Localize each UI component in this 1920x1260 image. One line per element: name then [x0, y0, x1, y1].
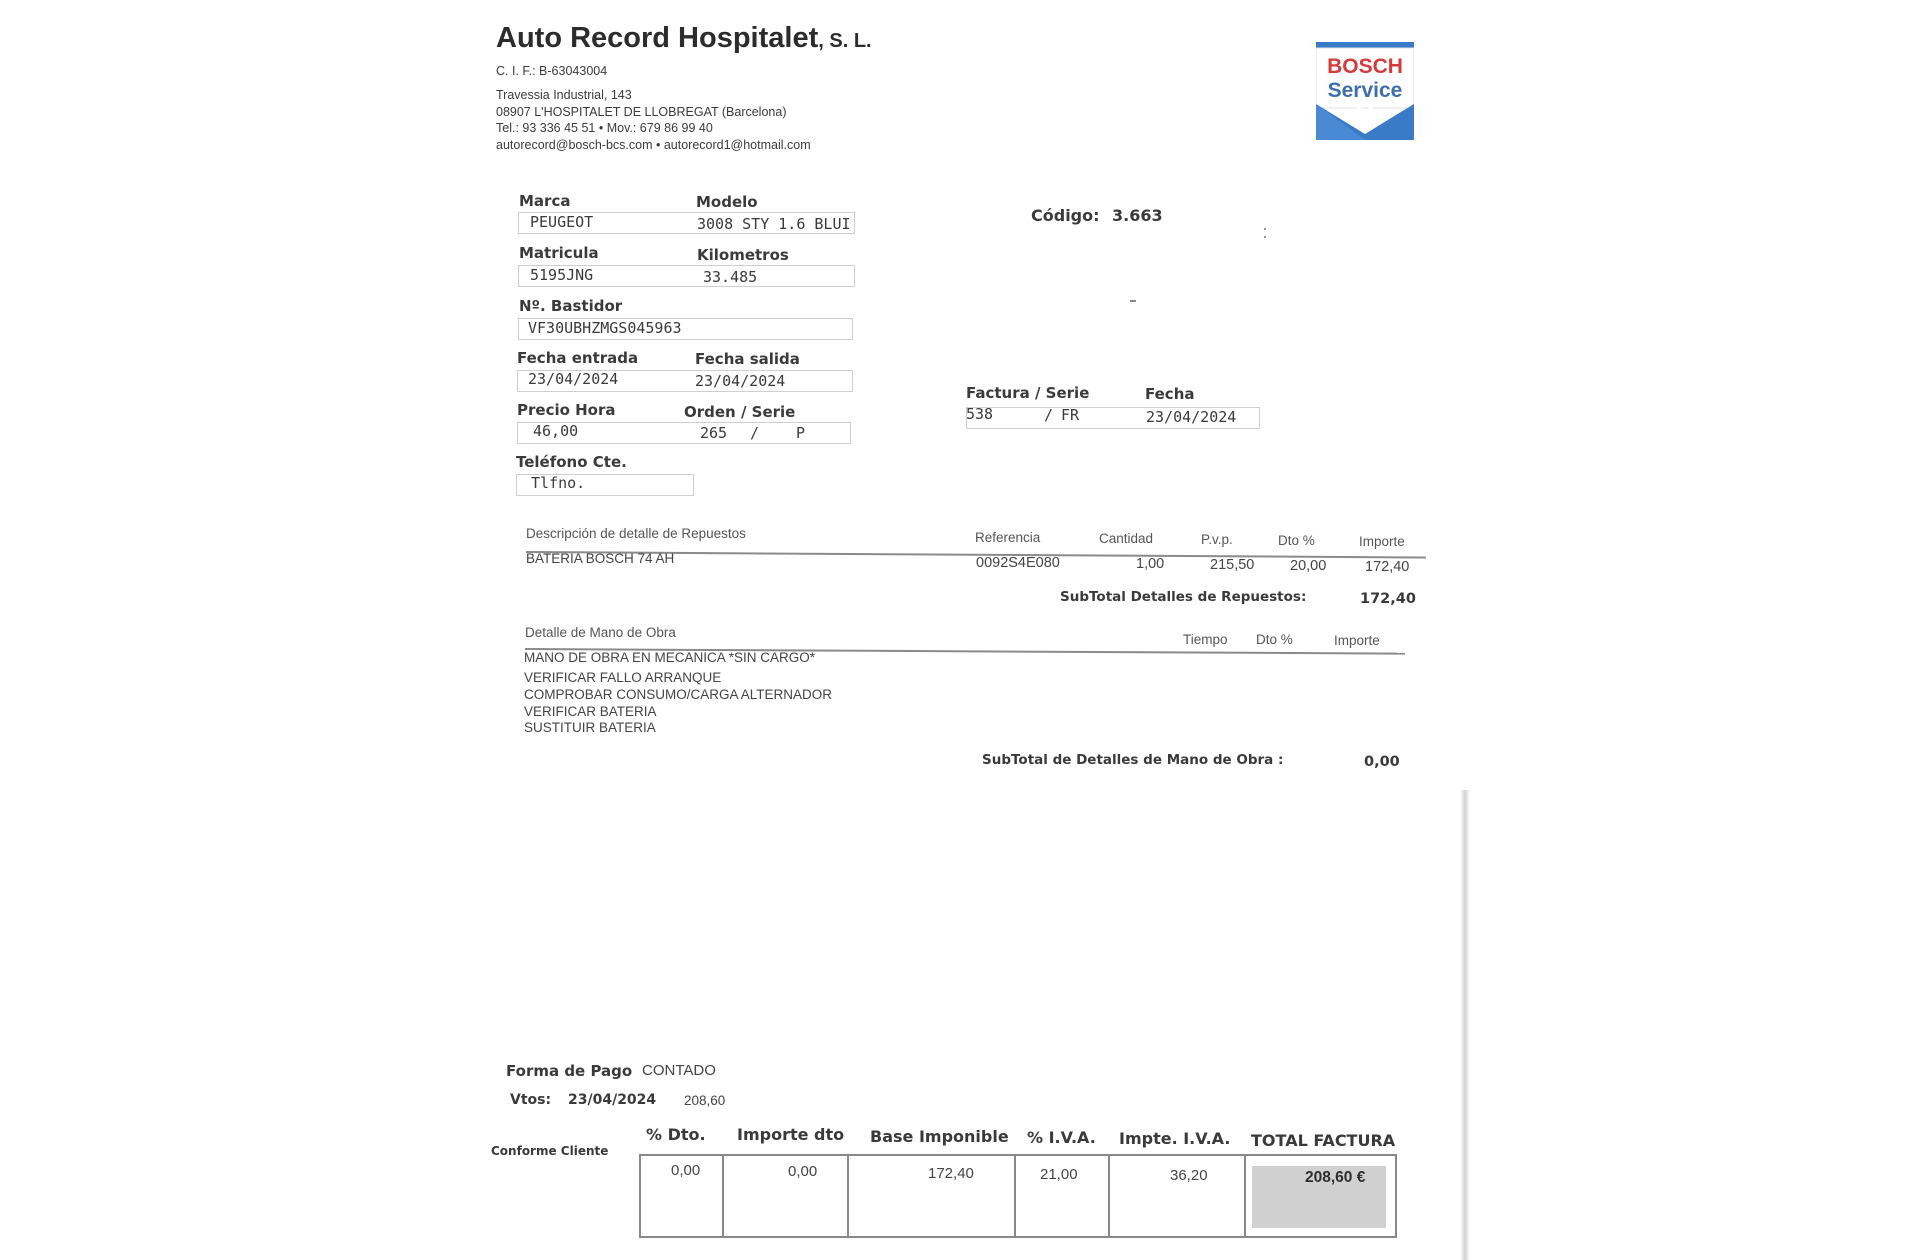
factura-fecha: 23/04/2024 — [1146, 408, 1237, 426]
parts-row-dto: 20,00 — [1290, 558, 1327, 574]
company-name-text: Auto Record Hospitalet — [496, 22, 819, 54]
totals-iva-pct: 21,00 — [1040, 1166, 1078, 1183]
labor-header-tiempo: Tiempo — [1183, 632, 1228, 647]
serie-value: P — [796, 424, 806, 442]
parts-row-referencia: 0092S4E080 — [976, 555, 1060, 571]
labor-line: VERIFICAR FALLO ARRANQUE — [524, 670, 722, 685]
company-address-line2: 08907 L'HOSPITALET DE LLOBREGAT (Barcelona) — [496, 105, 787, 119]
precio-hora-value: 46,00 — [533, 422, 579, 440]
labor-header-dto: Dto % — [1256, 632, 1293, 647]
forma-pago-value: CONTADO — [642, 1062, 716, 1079]
totals-impte-iva: 36,20 — [1170, 1167, 1208, 1184]
speck — [1264, 236, 1266, 238]
parts-row-importe: 172,40 — [1365, 559, 1410, 575]
parts-header-cantidad: Cantidad — [1099, 531, 1154, 546]
totals-header-iva-pct: % I.V.A. — [1027, 1128, 1096, 1147]
company-name — [496, 22, 872, 55]
kilometros-label: Kilometros — [697, 246, 789, 264]
company-address-line1: Travessia Industrial, 143 — [496, 88, 632, 102]
totals-header-total: TOTAL FACTURA — [1251, 1131, 1396, 1150]
totals-divider — [1244, 1154, 1246, 1238]
telefono-label: Teléfono Cte. — [516, 453, 627, 471]
factura-serie: FR — [1061, 406, 1080, 424]
fecha-salida-value: 23/04/2024 — [695, 372, 786, 390]
company-emails: autorecord@bosch-bcs.com • autorecord1@hotmail.com — [496, 138, 811, 152]
labor-line: MANO DE OBRA EN MECANICA *SIN CARGO* — [524, 650, 816, 665]
bastidor-label: Nº. Bastidor — [519, 297, 623, 315]
parts-row-cantidad: 1,00 — [1136, 556, 1165, 572]
marca-value: PEUGEOT — [530, 213, 594, 231]
parts-header-dto: Dto % — [1278, 533, 1315, 548]
totals-header-base: Base Imponible — [870, 1127, 1009, 1146]
vtos-fecha: 23/04/2024 — [568, 1092, 657, 1108]
totals-divider — [722, 1154, 724, 1238]
company-cif: C. I. F.: B-63043004 — [496, 64, 608, 78]
orden-value: 265 — [700, 424, 728, 442]
totals-total-factura: 208,60 € — [1305, 1169, 1366, 1186]
speck — [1264, 228, 1266, 230]
totals-header-dto-pct: % Dto. — [646, 1125, 706, 1144]
telefono-value: Tlfno. — [531, 474, 586, 492]
totals-divider — [1014, 1154, 1016, 1238]
company-phones: Tel.: 93 336 45 51 • Mov.: 679 86 99 40 — [496, 121, 713, 135]
parts-header-importe: Importe — [1359, 534, 1405, 549]
page-edge-shadow — [1460, 790, 1470, 1260]
labor-line: SUSTITUIR BATERIA — [524, 720, 656, 735]
totals-divider — [1108, 1154, 1110, 1238]
orden-serie-label: Orden / Serie — [684, 403, 796, 421]
matricula-value: 5195JNG — [530, 266, 594, 284]
parts-row-pvp: 215,50 — [1210, 557, 1255, 573]
factura-separator: / — [1044, 406, 1054, 424]
codigo-label: Código: — [1031, 206, 1100, 225]
fecha-salida-label: Fecha salida — [695, 350, 800, 368]
totals-header-impte-iva: Impte. I.V.A. — [1119, 1129, 1231, 1148]
totals-importe-dto: 0,00 — [788, 1163, 818, 1180]
vtos-label: Vtos: — [510, 1092, 552, 1108]
bosch-armature-icon — [1355, 106, 1375, 126]
labor-subtotal-label: SubTotal de Detalles de Mano de Obra : — [982, 752, 1284, 768]
fecha-entrada-label: Fecha entrada — [517, 349, 639, 367]
marca-label: Marca — [519, 192, 571, 210]
bastidor-value: VF30UBHZMGS045963 — [528, 319, 682, 337]
modelo-value: 3008 STY 1.6 BLUI — [697, 215, 851, 233]
parts-header-pvp: P.v.p. — [1201, 532, 1233, 547]
labor-header-importe: Importe — [1334, 633, 1380, 648]
kilometros-value: 33.485 — [703, 268, 758, 286]
fecha-entrada-value: 23/04/2024 — [528, 370, 619, 388]
totals-base-imponible: 172,40 — [928, 1165, 974, 1182]
company-suffix: , S. L. — [818, 30, 872, 52]
logo-service-text: Service — [1327, 79, 1403, 102]
labor-header-detalle: Detalle de Mano de Obra — [525, 625, 676, 640]
fecha-factura-label: Fecha — [1145, 385, 1195, 403]
parts-header-referencia: Referencia — [975, 530, 1041, 545]
speck — [1130, 300, 1136, 302]
logo-bosch-text: BOSCH — [1327, 55, 1403, 78]
totals-dto-pct: 0,00 — [671, 1162, 701, 1179]
matricula-label: Matricula — [519, 244, 599, 262]
parts-row-descripcion: BATERIA BOSCH 74 AH — [526, 551, 675, 566]
factura-serie-label: Factura / Serie — [966, 384, 1090, 402]
parts-subtotal-value: 172,40 — [1360, 591, 1416, 607]
totals-header-importe-dto: Importe dto — [737, 1125, 845, 1144]
labor-subtotal-value: 0,00 — [1364, 754, 1400, 770]
forma-pago-label: Forma de Pago — [506, 1062, 633, 1080]
orden-separator: / — [750, 424, 760, 442]
factura-numero: 538 — [966, 405, 994, 423]
vtos-importe: 208,60 — [684, 1093, 726, 1108]
conforme-cliente-label: Conforme Cliente — [491, 1144, 609, 1158]
labor-line: VERIFICAR BATERIA — [524, 704, 657, 719]
parts-subtotal-label: SubTotal Detalles de Repuestos: — [1060, 589, 1307, 605]
totals-divider — [847, 1154, 849, 1238]
modelo-label: Modelo — [696, 193, 758, 211]
codigo-value: 3.663 — [1112, 206, 1163, 225]
parts-header-descripcion: Descripción de detalle de Repuestos — [526, 526, 746, 541]
precio-hora-label: Precio Hora — [517, 401, 616, 419]
bosch-service-logo — [1316, 42, 1414, 140]
labor-line: COMPROBAR CONSUMO/CARGA ALTERNADOR — [524, 687, 833, 702]
